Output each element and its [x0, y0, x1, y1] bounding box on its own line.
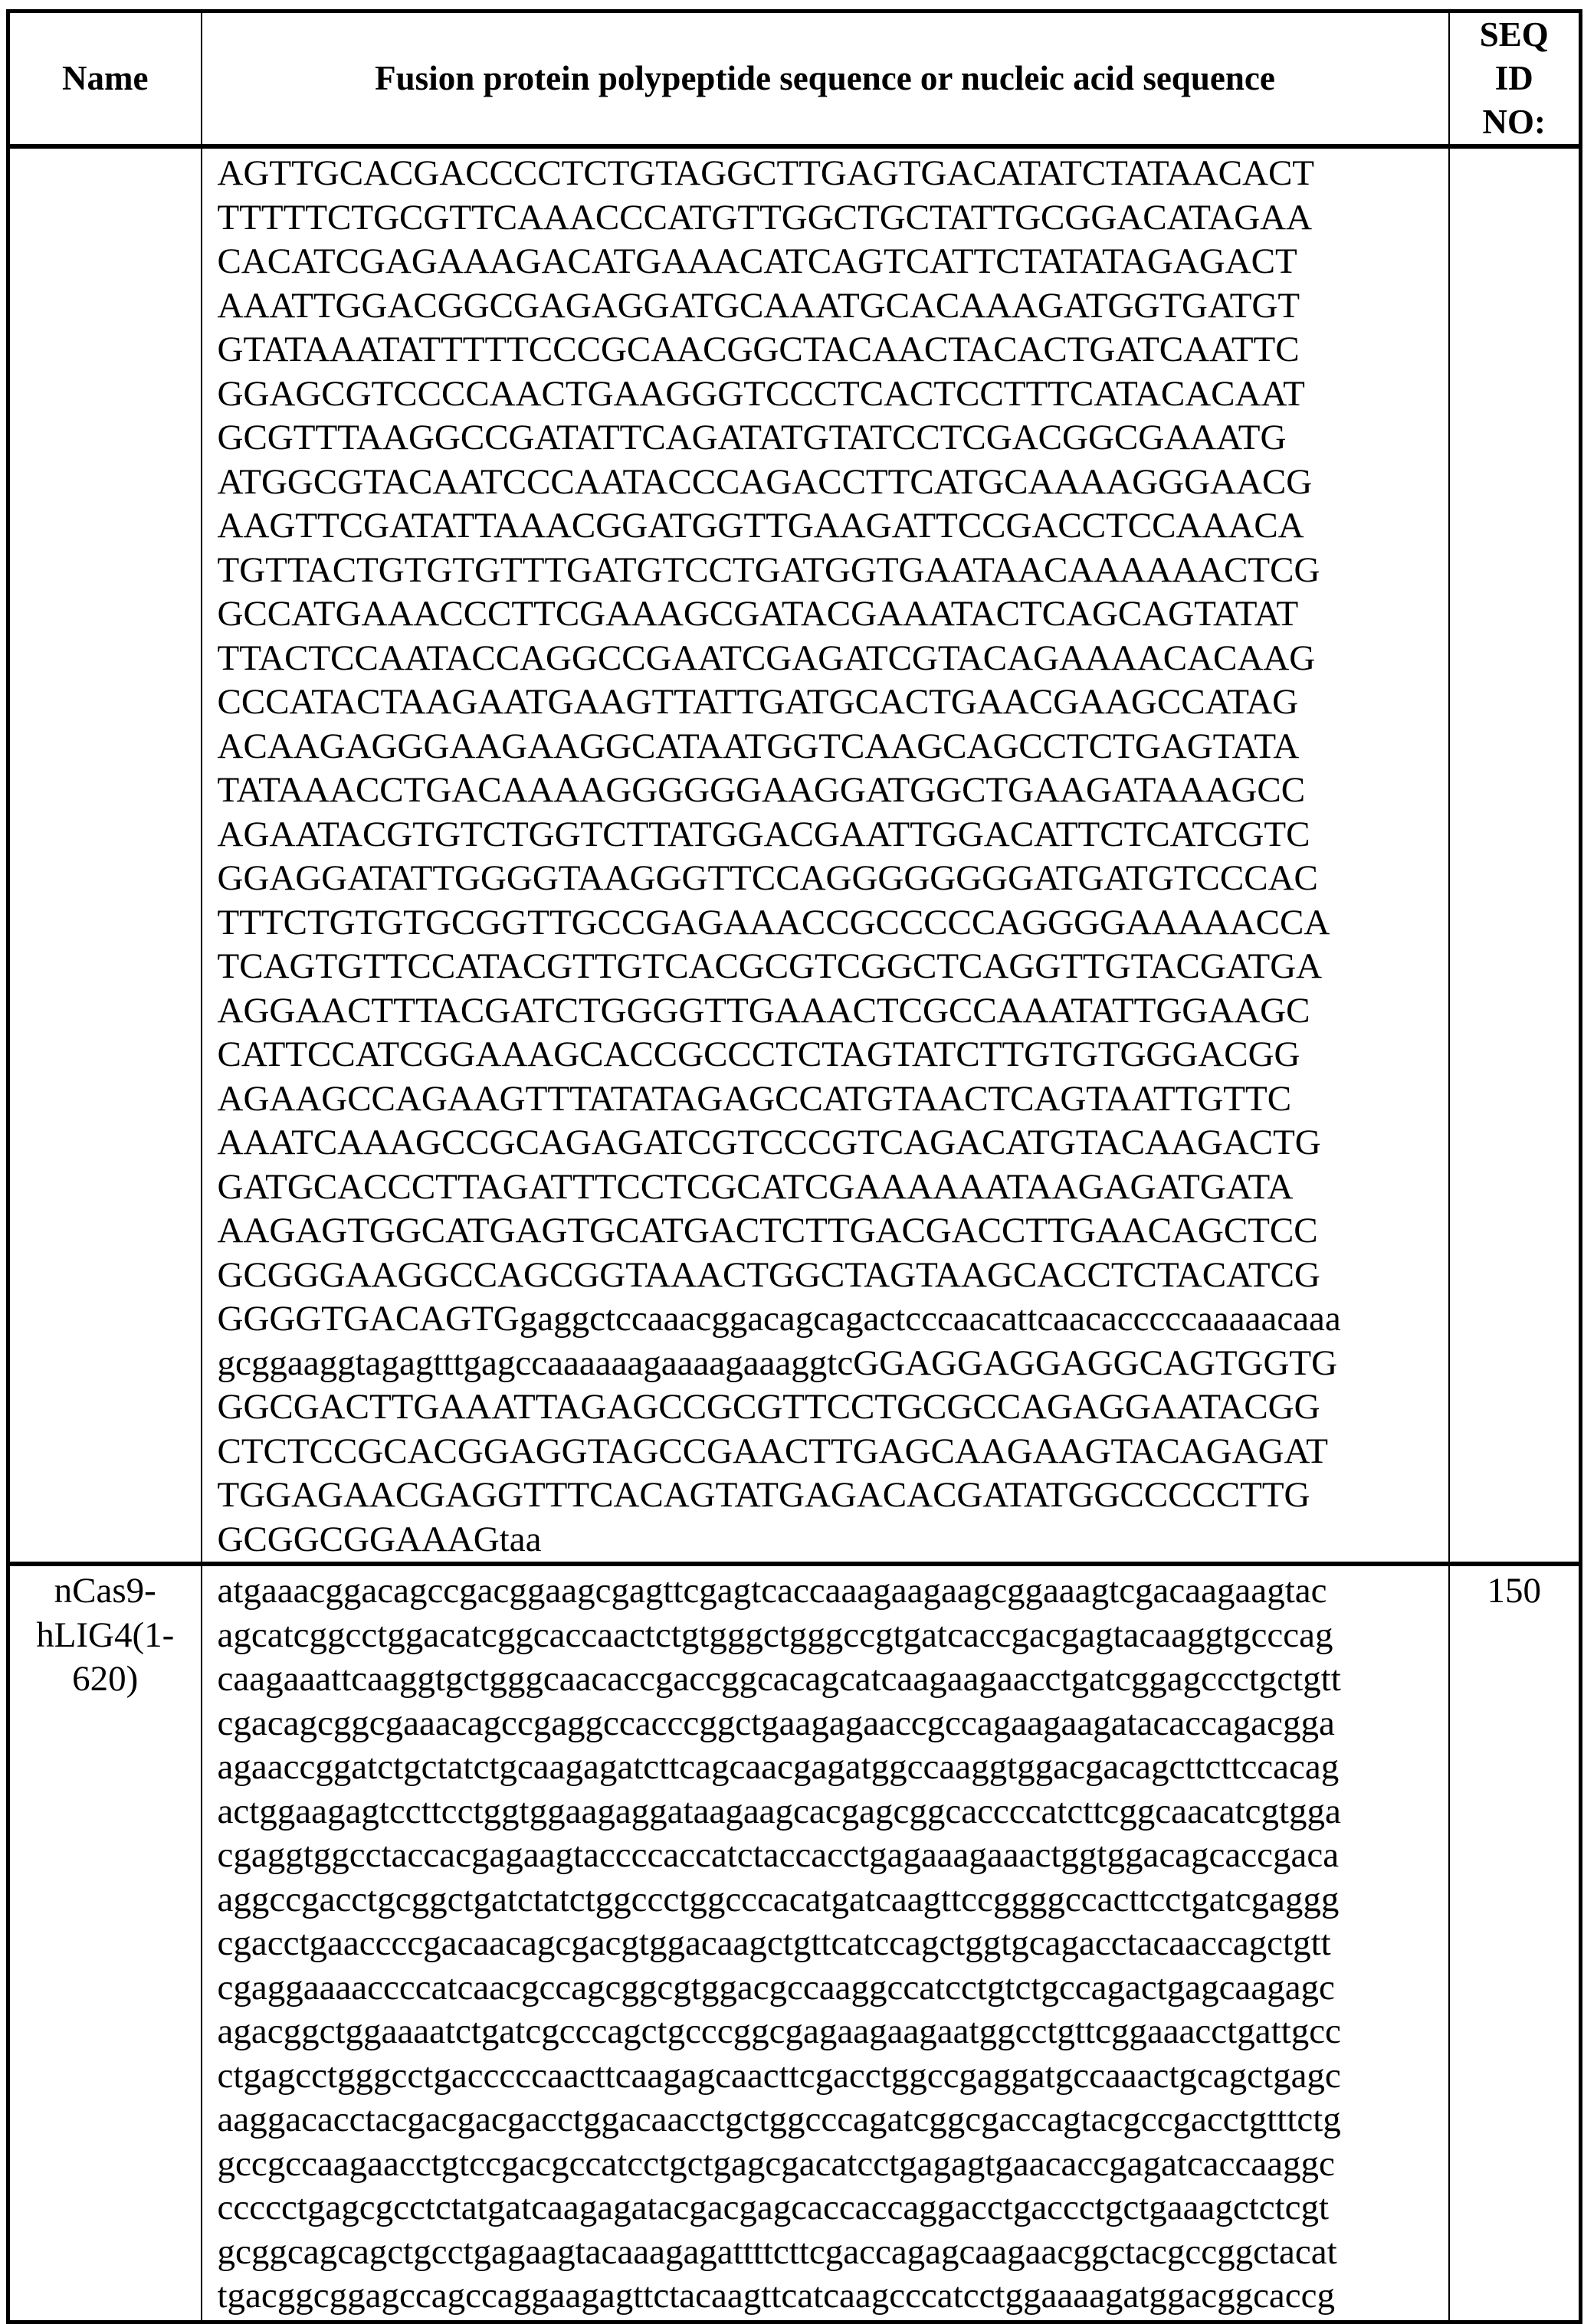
- sequence-line: actggaagagtccttcctggtggaagaggataagaagcacgagcggcaccccatcttcggcaacatcgtgga: [218, 1790, 1448, 1834]
- sequence-line: TTTCTGTGTGCGGTTGCCGAGAAACCGCCCCCAGGGGAAAAACCA: [218, 901, 1448, 946]
- sequence-line: AAGAGTGGCATGAGTGCATGACTCTTGACGACCTTGAACAGCTCC: [218, 1209, 1448, 1254]
- sequence-line: TGTTACTGTGTGTTTGATGTCCTGATGGTGAATAACAAAAAACTCG: [218, 549, 1448, 593]
- table-row: [8, 1564, 1581, 2322]
- row-name: nCas9-hLIG4(1-620): [8, 1564, 202, 2322]
- sequence-line: GCGTTTAAGGCCGATATTCAGATATGTATCCTCGACGGCGAAATG: [218, 416, 1448, 461]
- sequence-line: GGGGTGACAGTGgaggctccaaacggacagcagactcccaacattcaacacccccaaaaacaaa: [218, 1297, 1448, 1342]
- sequence-line: GGAGCGTCCCCAACTGAAGGGTCCCTCACTCCTTTCATACACAAT: [218, 372, 1448, 417]
- row-name: [8, 146, 202, 1564]
- sequence-line: TATAAACCTGACAAAAGGGGGGAAGGATGGCTGAAGATAAAGCC: [218, 769, 1448, 813]
- sequence-line: gcggaaggtagagtttgagccaaaaaagaaaagaaaggtcGGAGGAGGAGGCAGTGGTG: [218, 1342, 1448, 1386]
- sequence-line: AGTTGCACGACCCCTCTGTAGGCTTGAGTGACATATCTATAACACT: [218, 152, 1448, 196]
- row-sequence: [202, 1564, 1449, 2322]
- table-row: [8, 146, 1581, 1564]
- header-sequence: Fusion protein polypeptide sequence or nucleic acid sequence: [202, 11, 1449, 147]
- sequence-line: gccgccaagaacctgtccgacgccatcctgctgagcgacatcctgagagtgaacaccgagatcaccaaggc: [218, 2142, 1448, 2187]
- sequence-line: cgacctgaaccccgacaacagcgacgtggacaagctgttcatccagctggtgcagacctacaaccagctgtt: [218, 1922, 1448, 1966]
- sequence-line: agcatcggcctggacatcggcaccaactctgtgggctgggccgtgatcaccgacgagtacaaggtgcccag: [218, 1614, 1448, 1658]
- sequence-line: ATGGCGTACAATCCCAATACCCAGACCTTCATGCAAAAGGGAACG: [218, 461, 1448, 505]
- sequence-line: TGGAGAACGAGGTTTCACAGTATGAGACACGATATGGCCCCCTTG: [218, 1473, 1448, 1518]
- sequence-line: CATTCCATCGGAAAGCACCGCCCTCTAGTATCTTGTGTGGGACGG: [218, 1033, 1448, 1077]
- sequence-line: GCCATGAAACCCTTCGAAAGCGATACGAAATACTCAGCAGTATAT: [218, 592, 1448, 637]
- sequence-line: TTACTCCAATACCAGGCCGAATCGAGATCGTACAGAAAACACAAG: [218, 637, 1448, 681]
- sequence-line: cgacagcggcgaaacagccgaggccacccggctgaagagaaccgccagaagaagatacaccagacgga: [218, 1702, 1448, 1746]
- sequence-line: AGAAGCCAGAAGTTTATATAGAGCCATGTAACTCAGTAATTGTTC: [218, 1077, 1448, 1122]
- sequence-line: AAATTGGACGGCGAGAGGATGCAAATGCACAAAGATGGTGATGT: [218, 284, 1448, 329]
- sequence-line: ACAAGAGGGAAGAAGGCATAATGGTCAAGCAGCCTCTGAGTATA: [218, 725, 1448, 769]
- sequence-line: ccccctgagcgcctctatgatcaagagatacgacgagcaccaccaggacctgaccctgctgaaagctctcgt: [218, 2186, 1448, 2231]
- sequence-line: atgaaacggacagccgacggaagcgagttcgagtcaccaaagaagaagcggaaagtcgacaagaagtac: [218, 1569, 1448, 1614]
- sequence-line: AGGAACTTTACGATCTGGGGTTGAAACTCGCCAAATATTGGAAGC: [218, 989, 1448, 1034]
- sequence-line: CACATCGAGAAAGACATGAAACATCAGTCATTCTATATAGAGACT: [218, 240, 1448, 284]
- sequence-line: GCGGGAAGGCCAGCGGTAAACTGGCTAGTAAGCACCTCTACATCG: [218, 1254, 1448, 1298]
- sequence-line: CTCTCCGCACGGAGGTAGCCGAACTTGAGCAAGAAGTACAGAGAT: [218, 1430, 1448, 1474]
- row-sequence: [202, 146, 1449, 1564]
- sequence-line: aaggacacctacgacgacgacctggacaacctgctggcccagatcggcgaccagtacgccgacctgtttctg: [218, 2098, 1448, 2142]
- row-seq-id: 150: [1449, 1564, 1581, 2322]
- sequence-line: aggccgacctgcggctgatctatctggccctggcccacatgatcaagttccggggccacttcctgatcgaggg: [218, 1878, 1448, 1922]
- sequence-line: CCCATACTAAGAATGAAGTTATTGATGCACTGAACGAAGCCATAG: [218, 680, 1448, 725]
- sequence-line: GATGCACCCTTAGATTTCCTCGCATCGAAAAAATAAGAGATGATA: [218, 1165, 1448, 1210]
- row-seq-id: [1449, 146, 1581, 1564]
- sequence-line: agaaccggatctgctatctgcaagagatcttcagcaacgagatggccaaggtggacgacagcttcttccacag: [218, 1745, 1448, 1790]
- sequence-line: caagaaattcaaggtgctgggcaacaccgaccggcacagcatcaagaagaacctgatcggagccctgctgtt: [218, 1657, 1448, 1702]
- sequence-line: agacggctggaaaatctgatcgcccagctgcccggcgagaagaagaatggcctgttcggaaacctgattgcc: [218, 2010, 1448, 2054]
- header-seq-id: SEQ ID NO:: [1449, 11, 1581, 147]
- sequence-line: AAATCAAAGCCGCAGAGATCGTCCCGTCAGACATGTACAAGACTG: [218, 1121, 1448, 1165]
- table-header-row: [8, 11, 1581, 147]
- sequence-line: AGAATACGTGTCTGGTCTTATGGACGAATTGGACATTCTCATCGTC: [218, 813, 1448, 857]
- sequence-line: GTATAAATATTTTTCCCGCAACGGCTACAACTACACTGATCAATTC: [218, 328, 1448, 372]
- sequence-line: TCAGTGTTCCATACGTTGTCACGCGTCGGCTCAGGTTGTACGATGA: [218, 945, 1448, 989]
- sequence-line: gcggcagcagctgcctgagaagtacaaagagattttcttcgaccagagcaagaacggctacgccggctacat: [218, 2231, 1448, 2275]
- sequence-line: GCGGCGGAAAGtaa: [218, 1518, 1448, 1562]
- sequence-line: TTTTTCTGCGTTCAAACCCATGTTGGCTGCTATTGCGGACATAGAA: [218, 196, 1448, 241]
- sequence-line: cgaggaaaaccccatcaacgccagcggcgtggacgccaaggccatcctgtctgccagactgagcaagagc: [218, 1966, 1448, 2011]
- sequence-line: GGAGGATATTGGGGTAAGGGTTCCAGGGGGGGGATGATGTCCCAC: [218, 857, 1448, 901]
- header-name: Name: [8, 11, 202, 147]
- sequence-line: GGCGACTTGAAATTAGAGCCGCGTTCCTGCGCCAGAGGAATACGG: [218, 1385, 1448, 1430]
- sequence-line: cgaggtggcctaccacgagaagtaccccaccatctaccacctgagaaagaaactggtggacagcaccgaca: [218, 1834, 1448, 1878]
- sequence-line: AAGTTCGATATTAAACGGATGGTTGAAGATTCCGACCTCCAAACA: [218, 504, 1448, 549]
- sequence-table: [6, 9, 1582, 2324]
- sequence-line: ctgagcctgggcctgacccccaacttcaagagcaacttcgacctggccgaggatgccaaactgcagctgagc: [218, 2054, 1448, 2099]
- sequence-line: tgacggcggagccagccaggaagagttctacaagttcatcaagcccatcctggaaaagatggacggcaccg: [218, 2274, 1448, 2319]
